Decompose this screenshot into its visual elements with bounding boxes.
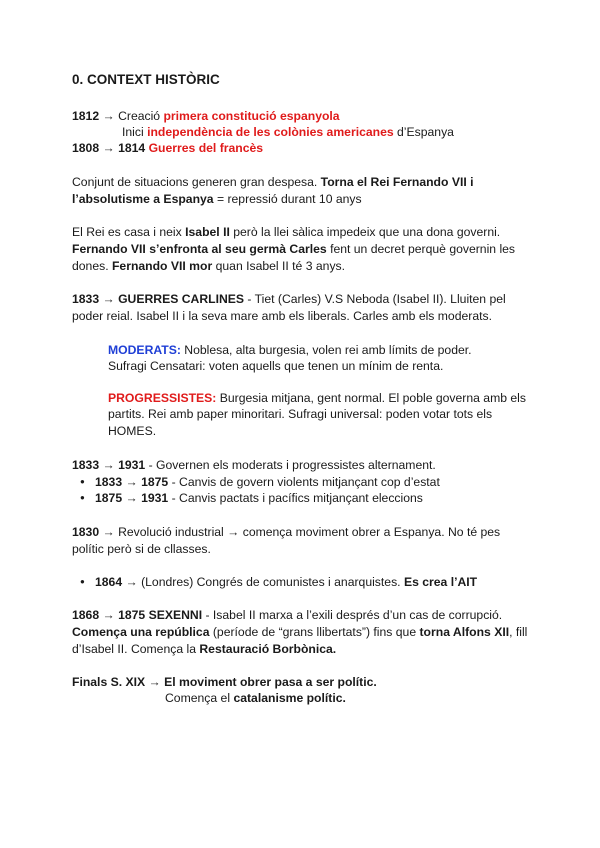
text: partits. Rei amb paper minoritari. Sufragi universal: poden votar tots els (108, 407, 493, 421)
paragraph-7-line1 (72, 607, 530, 623)
text: Creació (118, 109, 161, 123)
text: polític però si de cllasses. (72, 542, 211, 556)
text: fent un decret perquè governin les (330, 242, 516, 256)
bold-text: 1833 → 1875 (95, 475, 169, 489)
bold-text: 1875 → 1931 (95, 491, 169, 505)
text: poder reial. Isabel II i la seva mare amb els liberals. Carles amb els moderats. (72, 309, 492, 323)
paragraph-1-line2 (72, 191, 530, 207)
page-title: 0. CONTEXT HISTÒRIC (72, 72, 220, 87)
bold-text: catalanisme polític. (233, 691, 346, 705)
moderats-line2 (108, 358, 566, 374)
highlight: Guerres del francès (148, 141, 264, 155)
text: Noblesa, alta burgesia, volen rei amb límits de poder. (184, 343, 472, 357)
text: d’Espanya (397, 125, 454, 139)
paragraph-7-line2 (72, 624, 530, 640)
progressistes-line3 (108, 423, 566, 439)
text: Sufragi Censatari: voten aquells que tenen un mínim de renta. (108, 359, 444, 373)
text: HOMES. (108, 424, 157, 438)
text: (període de “grans llibertats”) fins que (212, 625, 417, 639)
text: - Canvis pactats i pacífics mitjançant eleccions (171, 491, 423, 505)
arrow: → (102, 109, 115, 123)
moderats-line1 (108, 342, 566, 358)
years: 1808 → 1814 (72, 141, 146, 155)
highlight: primera constitució espanyola (163, 109, 340, 123)
text: Burgesia mitjana, gent normal. El poble governa amb els (219, 391, 526, 405)
bold-text: 1864 (95, 575, 123, 589)
year: 1812 (72, 109, 100, 123)
text: però la llei sàlica impedeix que una dona governi. (233, 225, 501, 239)
paragraph-2-line3 (72, 258, 530, 274)
entry-1812-line2 (122, 124, 580, 140)
bold-text: 1833 → GUERRES CARLINES (72, 292, 245, 306)
text: Comença el (165, 691, 231, 705)
text: - Isabel II marxa a l’exili després d’un cas de corrupció. (205, 608, 503, 622)
text: , fill (509, 625, 528, 639)
progressistes-line2 (108, 406, 566, 422)
bold-text: 1833 → 1931 (72, 458, 146, 472)
list-item (95, 474, 553, 490)
paragraph-1-line1 (72, 174, 530, 190)
paragraph-2-line1 (72, 224, 530, 240)
paragraph-3-line1 (72, 291, 530, 307)
bold-text: torna Alfons XII (419, 625, 510, 639)
bold-text: Comença una república (72, 625, 210, 639)
text: → (Londres) Congrés de comunistes i anarquistes. (125, 575, 401, 589)
text: = repressió durant 10 anys (216, 192, 362, 206)
paragraph-3-line2 (72, 308, 530, 324)
text: dones. (72, 259, 109, 273)
text: - Canvis de govern violents mitjançant cop d’estat (171, 475, 440, 489)
bold-text: Fernando VII mor (111, 259, 213, 273)
text: - Governen els moderats i progressistes alternament. (148, 458, 436, 472)
bold-text: Fernando VII s’enfronta al seu germà Carles (72, 242, 327, 256)
progressistes-line1 (108, 390, 566, 406)
progressistes-label: PROGRESSISTES: (108, 391, 217, 405)
bold-text: 1830 (72, 525, 100, 539)
bold-text: Restauració Borbònica. (199, 642, 337, 656)
paragraph-5-line1 (72, 524, 530, 540)
paragraph-8-line1 (72, 674, 530, 690)
bold-text: 1868 → 1875 SEXENNI (72, 608, 203, 622)
text: Conjunt de situacions generen gran despesa. (72, 175, 318, 189)
text: - Tiet (Carles) V.S Neboda (Isabel II). Lluiten pel (247, 292, 506, 306)
bold-text: Es crea l’AIT (403, 575, 478, 589)
text: Inici (122, 125, 144, 139)
list-item (95, 490, 553, 506)
paragraph-7-line3 (72, 641, 530, 657)
paragraph-5-line2 (72, 541, 530, 557)
text: El Rei es casa i neix (72, 225, 182, 239)
entry-1808 (72, 140, 530, 156)
entry-1812 (72, 108, 530, 124)
bold-text: l’absolutisme a Espanya (72, 192, 214, 206)
bold-text: Finals S. XIX → El moviment obrer pasa a ser polític. (72, 675, 377, 689)
text: d’Isabel II. Comença la (72, 642, 196, 656)
moderats-label: MODERATS: (108, 343, 181, 357)
bold-text: Torna el Rei Fernando VII i (320, 175, 474, 189)
paragraph-2-line2 (72, 241, 530, 257)
text: quan Isabel II té 3 anys. (215, 259, 346, 273)
bold-text: Isabel II (185, 225, 230, 239)
paragraph-4-line1 (72, 457, 530, 473)
list-item (95, 574, 553, 590)
paragraph-8-line2 (165, 690, 600, 706)
highlight: independència de les colònies americanes (147, 125, 394, 139)
text: → Revolució industrial → comença moviment obrer a Espanya. No té pes (102, 525, 501, 539)
